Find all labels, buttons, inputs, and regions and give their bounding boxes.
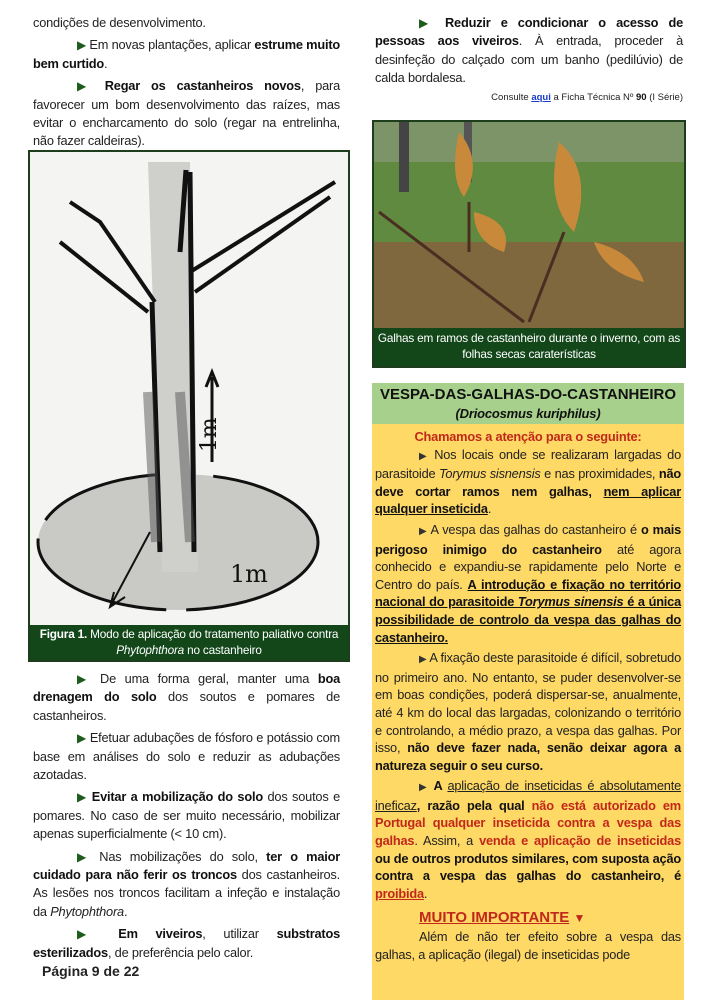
- section-title: VESPA-DAS-GALHAS-DO-CASTANHEIRO: [379, 386, 677, 403]
- paragraph: ▶ Nas mobilizações do solo, ter o maior cuidado para não ferir os troncos dos castanheiros. As lesões nos troncos facilitam a infeção e instalação da Phytophthora.: [33, 848, 341, 919]
- photo-image: [374, 122, 684, 330]
- warning-box: [372, 424, 684, 1000]
- bullet-triangle-icon: ▶: [419, 782, 429, 794]
- bullet-triangle-icon: ▶: [77, 38, 87, 53]
- sketch-label-vertical: 1m: [197, 417, 222, 452]
- bullet-triangle-icon: ▶: [419, 16, 435, 30]
- reference-link[interactable]: aqui: [531, 91, 551, 103]
- section-header: [372, 383, 684, 424]
- down-triangle-icon: ▼: [573, 911, 586, 926]
- important-heading: MUITO IMPORTANTE ▼: [419, 909, 586, 927]
- figure-1: [28, 150, 350, 662]
- attention-heading: Chamamos a atenção para o seguinte:: [414, 429, 642, 444]
- paragraph: ▶ A fixação deste parasitoide é difícil, sobretudo no primeiro ano. No entanto, se puder desenvolver-se em boas condições, poderá dispersar-se, anualmente, até 4 km do local das largadas, colonizando o território e controlando, a médio prazo, a vespa das galhas. Por isso, não deve fazer nada, senão deixar agora a natureza seguir o seu curso.: [375, 650, 681, 773]
- figure-caption: Figura 1. Modo de aplicação do tratamento paliativo contra Phytophthora no castanheiro: [30, 625, 348, 660]
- sketch-label-horizontal: 1m: [230, 560, 268, 588]
- left-column-top: [33, 14, 340, 155]
- bullet-triangle-icon: ▶: [77, 927, 101, 942]
- bullet-triangle-icon: ▶: [77, 79, 94, 94]
- page-number: Página 9 de 22: [42, 963, 140, 979]
- paragraph: ▶ Reduzir e condicionar o acesso de pessoas aos viveiros. À entrada, proceder à desinfeção do calçado com um banho (pedilúvio) de calda bordalesa.: [375, 15, 684, 86]
- paragraph: ▶ De uma forma geral, manter uma boa drenagem do solo dos soutos e pomares de castanheiros.: [33, 671, 340, 723]
- bullet-triangle-icon: ▶: [77, 672, 92, 686]
- paragraph: ▶ Em viveiros, utilizar substratos esterilizados, de preferência pelo calor.: [33, 926, 340, 960]
- paragraph: ▶ Nos locais onde se realizaram largadas do parasitoide Torymus sisnensis e nas proximidades, não deve cortar ramos nem galhas, nem aplicar qualquer inseticida.: [375, 446, 681, 517]
- bullet-triangle-icon: ▶: [77, 790, 88, 805]
- paragraph: Além de não ter efeito sobre a vespa das galhas, a aplicação (ilegal) de inseticidas pode: [375, 929, 681, 963]
- left-column-bottom: [33, 670, 340, 966]
- bullet-triangle-icon: ▶: [77, 849, 91, 864]
- reference-note: Consulte aqui a Ficha Técnica Nº 90 (I Série): [491, 91, 683, 103]
- bullet-triangle-icon: ▶: [419, 654, 427, 666]
- chestnut-galls-photo: [372, 120, 686, 368]
- tree-sketch-illustration: [30, 152, 348, 626]
- paragraph: ▶ Efetuar adubações de fósforo e potássio com base em análises do solo e reduzir as adubações azotadas.: [33, 730, 341, 783]
- bullet-triangle-icon: ▶: [419, 450, 429, 462]
- paragraph: ▶ Regar os castanheiros novos, para favorecer um bom desenvolvimento das raízes, mas evitar o encharcamento do solo (regar na entrelinha, não fazer caldeiras).: [33, 78, 341, 149]
- bullet-triangle-icon: ▶: [77, 731, 87, 746]
- right-column-top: [375, 14, 683, 104]
- photo-caption: Galhas em ramos de castanheiro durante o inverno, com as folhas secas caraterísticas: [374, 328, 684, 366]
- paragraph: ▶ Em novas plantações, aplicar estrume muito bem curtido.: [33, 37, 340, 71]
- section-subtitle: (Driocosmus kuriphilus): [455, 406, 601, 421]
- bullet-triangle-icon: ▶: [419, 525, 428, 537]
- paragraph: condições de desenvolvimento.: [33, 15, 206, 30]
- paragraph: ▶ Evitar a mobilização do solo dos soutos e pomares. No caso de ser muito necessário, mobilizar apenas superficialmente (< 10 cm).: [33, 789, 340, 842]
- paragraph: ▶ A vespa das galhas do castanheiro é o mais perigoso inimigo do castanheiro até agora conhecido e expandiu-se rapidamente pelo Norte e Centro do país. A introdução e fixação no território nacional do parasitoide Torymus sinensis é a única possibilidade de controlo da vespa das galhas do castanheiro.: [375, 521, 682, 645]
- paragraph: ▶ A aplicação de inseticidas é absolutamente ineficaz, razão pela qual não está autorizado em Portugal qualquer inseticida contra a vespa das galhas. Assim, a venda e aplicação de inseticidas ou de outros produtos similares, com suposta ação contra a vespa das galhas do castanheiro, é proibida.: [375, 778, 681, 901]
